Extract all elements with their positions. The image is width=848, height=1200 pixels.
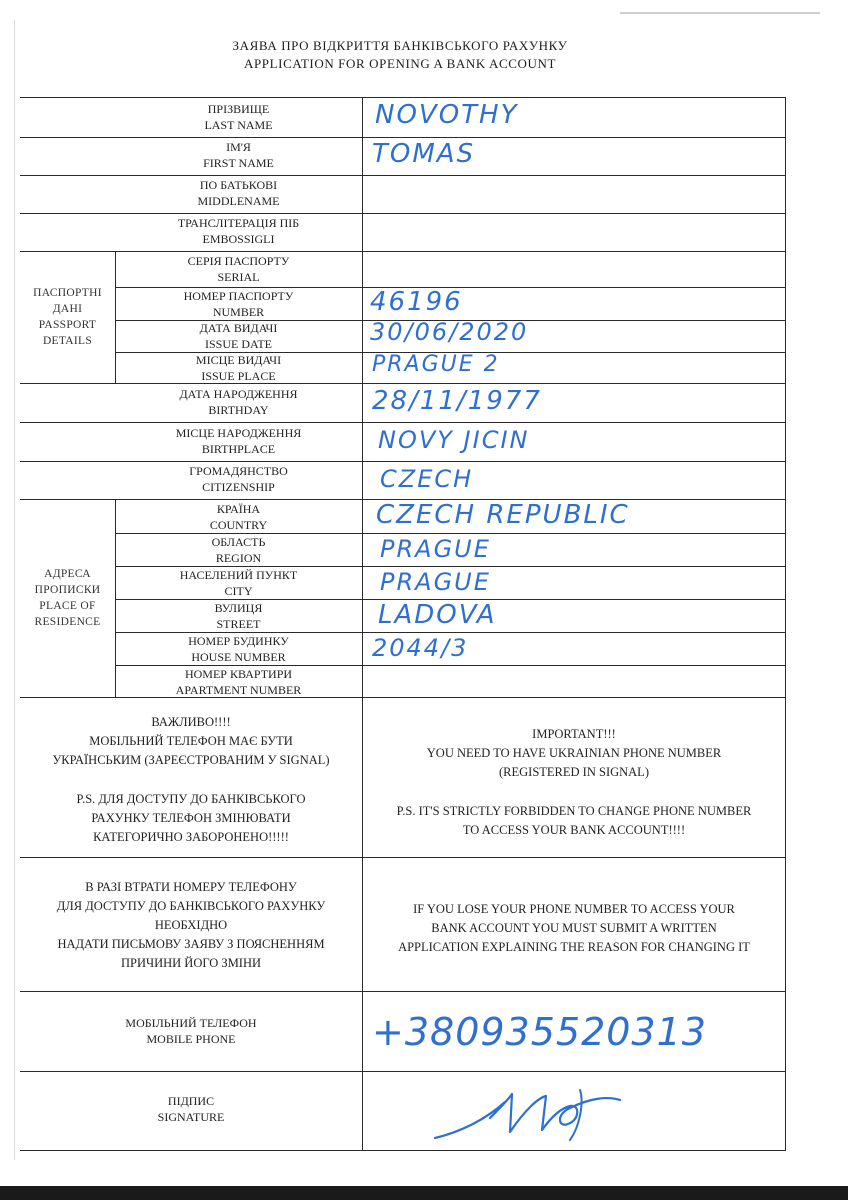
birthplace-value[interactable]: NOVY JICIN (378, 426, 530, 454)
rule (20, 97, 786, 98)
citizenship-value[interactable]: CZECH (380, 465, 474, 493)
citizenship-label: ГРОМАДЯНСТВО CITIZENSHIP (189, 464, 288, 494)
first-name-value[interactable]: TOMAS (372, 139, 476, 169)
mobile-phone-label: МОБІЛЬНИЙ ТЕЛЕФОН MOBILE PHONE (125, 1016, 257, 1046)
rule (20, 213, 786, 214)
rule (20, 251, 786, 252)
mobile-phone-value[interactable]: +380935520313 (372, 1010, 707, 1054)
signature-scribble[interactable] (430, 1080, 650, 1150)
scan-edge-left (14, 20, 15, 1160)
country-label: КРАЇНА COUNTRY (209, 502, 268, 532)
apartment-number-label: НОМЕР КВАРТИРИ APARTMENT NUMBER (175, 667, 302, 697)
important-notice-ua: ВАЖЛИВО!!!! МОБІЛЬНИЙ ТЕЛЕФОН МАЄ БУТИ УКРАЇНСЬКИМ (ЗАРЕЄСТРОВАНИМ У SIGNAL) P.S. ДЛЯ ДОСТУПУ ДО БАНКІВСЬКОГО РАХУНКУ ТЕЛЕФОН ЗМІНЮВАТИ КАТЕГОРИЧНО ЗАБОРОНЕНО!!!!! (52, 715, 330, 844)
issue-date-label: ДАТА ВИДАЧІ ISSUE DATE (199, 321, 278, 351)
issue-place-label: МІСЦЕ ВИДАЧІ ISSUE PLACE (195, 353, 282, 383)
rule (785, 97, 786, 1150)
birthday-label: ДАТА НАРОДЖЕННЯ BIRTHDAY (179, 387, 298, 417)
signature-label: ПІДПИС SIGNATURE (157, 1094, 225, 1124)
residence-group-label: АДРЕСА ПРОПИСКИ PLACE OF RESIDENCE (34, 568, 101, 628)
rule (20, 175, 786, 176)
rule (20, 1150, 786, 1151)
rule (20, 857, 786, 858)
city-label: НАСЕЛЕНИЙ ПУНКТ CITY (179, 568, 298, 598)
birthday-value[interactable]: 28/11/1977 (372, 386, 542, 416)
country-value[interactable]: CZECH REPUBLIC (376, 500, 630, 530)
passport-number-label: НОМЕР ПАСПОРТУ NUMBER (183, 289, 294, 319)
last-name-value[interactable]: NOVOTHY (375, 100, 519, 130)
rule (20, 137, 786, 138)
passport-serial-label: СЕРІЯ ПАСПОРТУ SERIAL (187, 254, 290, 284)
passport-number-value[interactable]: 46196 (370, 287, 463, 317)
scan-bottom-bar (0, 1186, 848, 1200)
street-value[interactable]: LADOVA (378, 600, 497, 630)
middle-name-label: ПО БАТЬКОВІ MIDDLENAME (197, 178, 280, 208)
region-label: ОБЛАСТЬ REGION (211, 535, 266, 565)
city-value[interactable]: PRAGUE (380, 568, 491, 596)
issue-date-value[interactable]: 30/06/2020 (370, 318, 529, 346)
region-value[interactable]: PRAGUE (380, 535, 491, 563)
birthplace-label: МІСЦЕ НАРОДЖЕННЯ BIRTHPLACE (175, 426, 302, 456)
rule (20, 422, 786, 423)
house-number-label: НОМЕР БУДИНКУ HOUSE NUMBER (188, 634, 289, 664)
first-name-label: ІМ'Я FIRST NAME (203, 140, 274, 170)
issue-place-value[interactable]: PRAGUE 2 (372, 352, 500, 377)
street-label: ВУЛИЦЯ STREET (214, 601, 263, 631)
form-title-en: APPLICATION FOR OPENING A BANK ACCOUNT (243, 56, 557, 71)
rule (20, 991, 786, 992)
scan-edge-top (620, 12, 820, 14)
emboss-label: ТРАНСЛІТЕРАЦІЯ ПІБ EMBOSSIGLI (177, 216, 300, 246)
form-title-ua: ЗАЯВА ПРО ВІДКРИТТЯ БАНКІВСЬКОГО РАХУНКУ (232, 38, 568, 53)
passport-group-label: ПАСПОРТНІ ДАНІ PASSPORT DETAILS (33, 287, 102, 347)
lost-phone-notice-en: IF YOU LOSE YOUR PHONE NUMBER TO ACCESS YOUR BANK ACCOUNT YOU MUST SUBMIT A WRITTEN APPLICATION EXPLAINING THE REASON FOR CHANGING IT (398, 902, 750, 954)
house-number-value[interactable]: 2044/3 (372, 634, 469, 662)
rule (362, 97, 363, 1150)
important-notice-en: IMPORTANT!!! YOU NEED TO HAVE UKRAINIAN PHONE NUMBER (REGISTERED IN SIGNAL) P.S. IT'S STRICTLY FORBIDDEN TO CHANGE PHONE NUMBER TO ACCESS YOUR BANK ACCOUNT!!!! (396, 727, 752, 837)
last-name-label: ПРІЗВИЩЕ LAST NAME (204, 102, 273, 132)
rule (20, 461, 786, 462)
lost-phone-notice-ua: В РАЗІ ВТРАТИ НОМЕРУ ТЕЛЕФОНУ ДЛЯ ДОСТУПУ ДО БАНКІВСЬКОГО РАХУНКУ НЕОБХІДНО НАДАТИ ПИСЬМОВУ ЗАЯВУ З ПОЯСНЕННЯМ ПРИЧИНИ ЙОГО ЗМІНИ (56, 880, 326, 970)
rule (20, 1071, 786, 1072)
